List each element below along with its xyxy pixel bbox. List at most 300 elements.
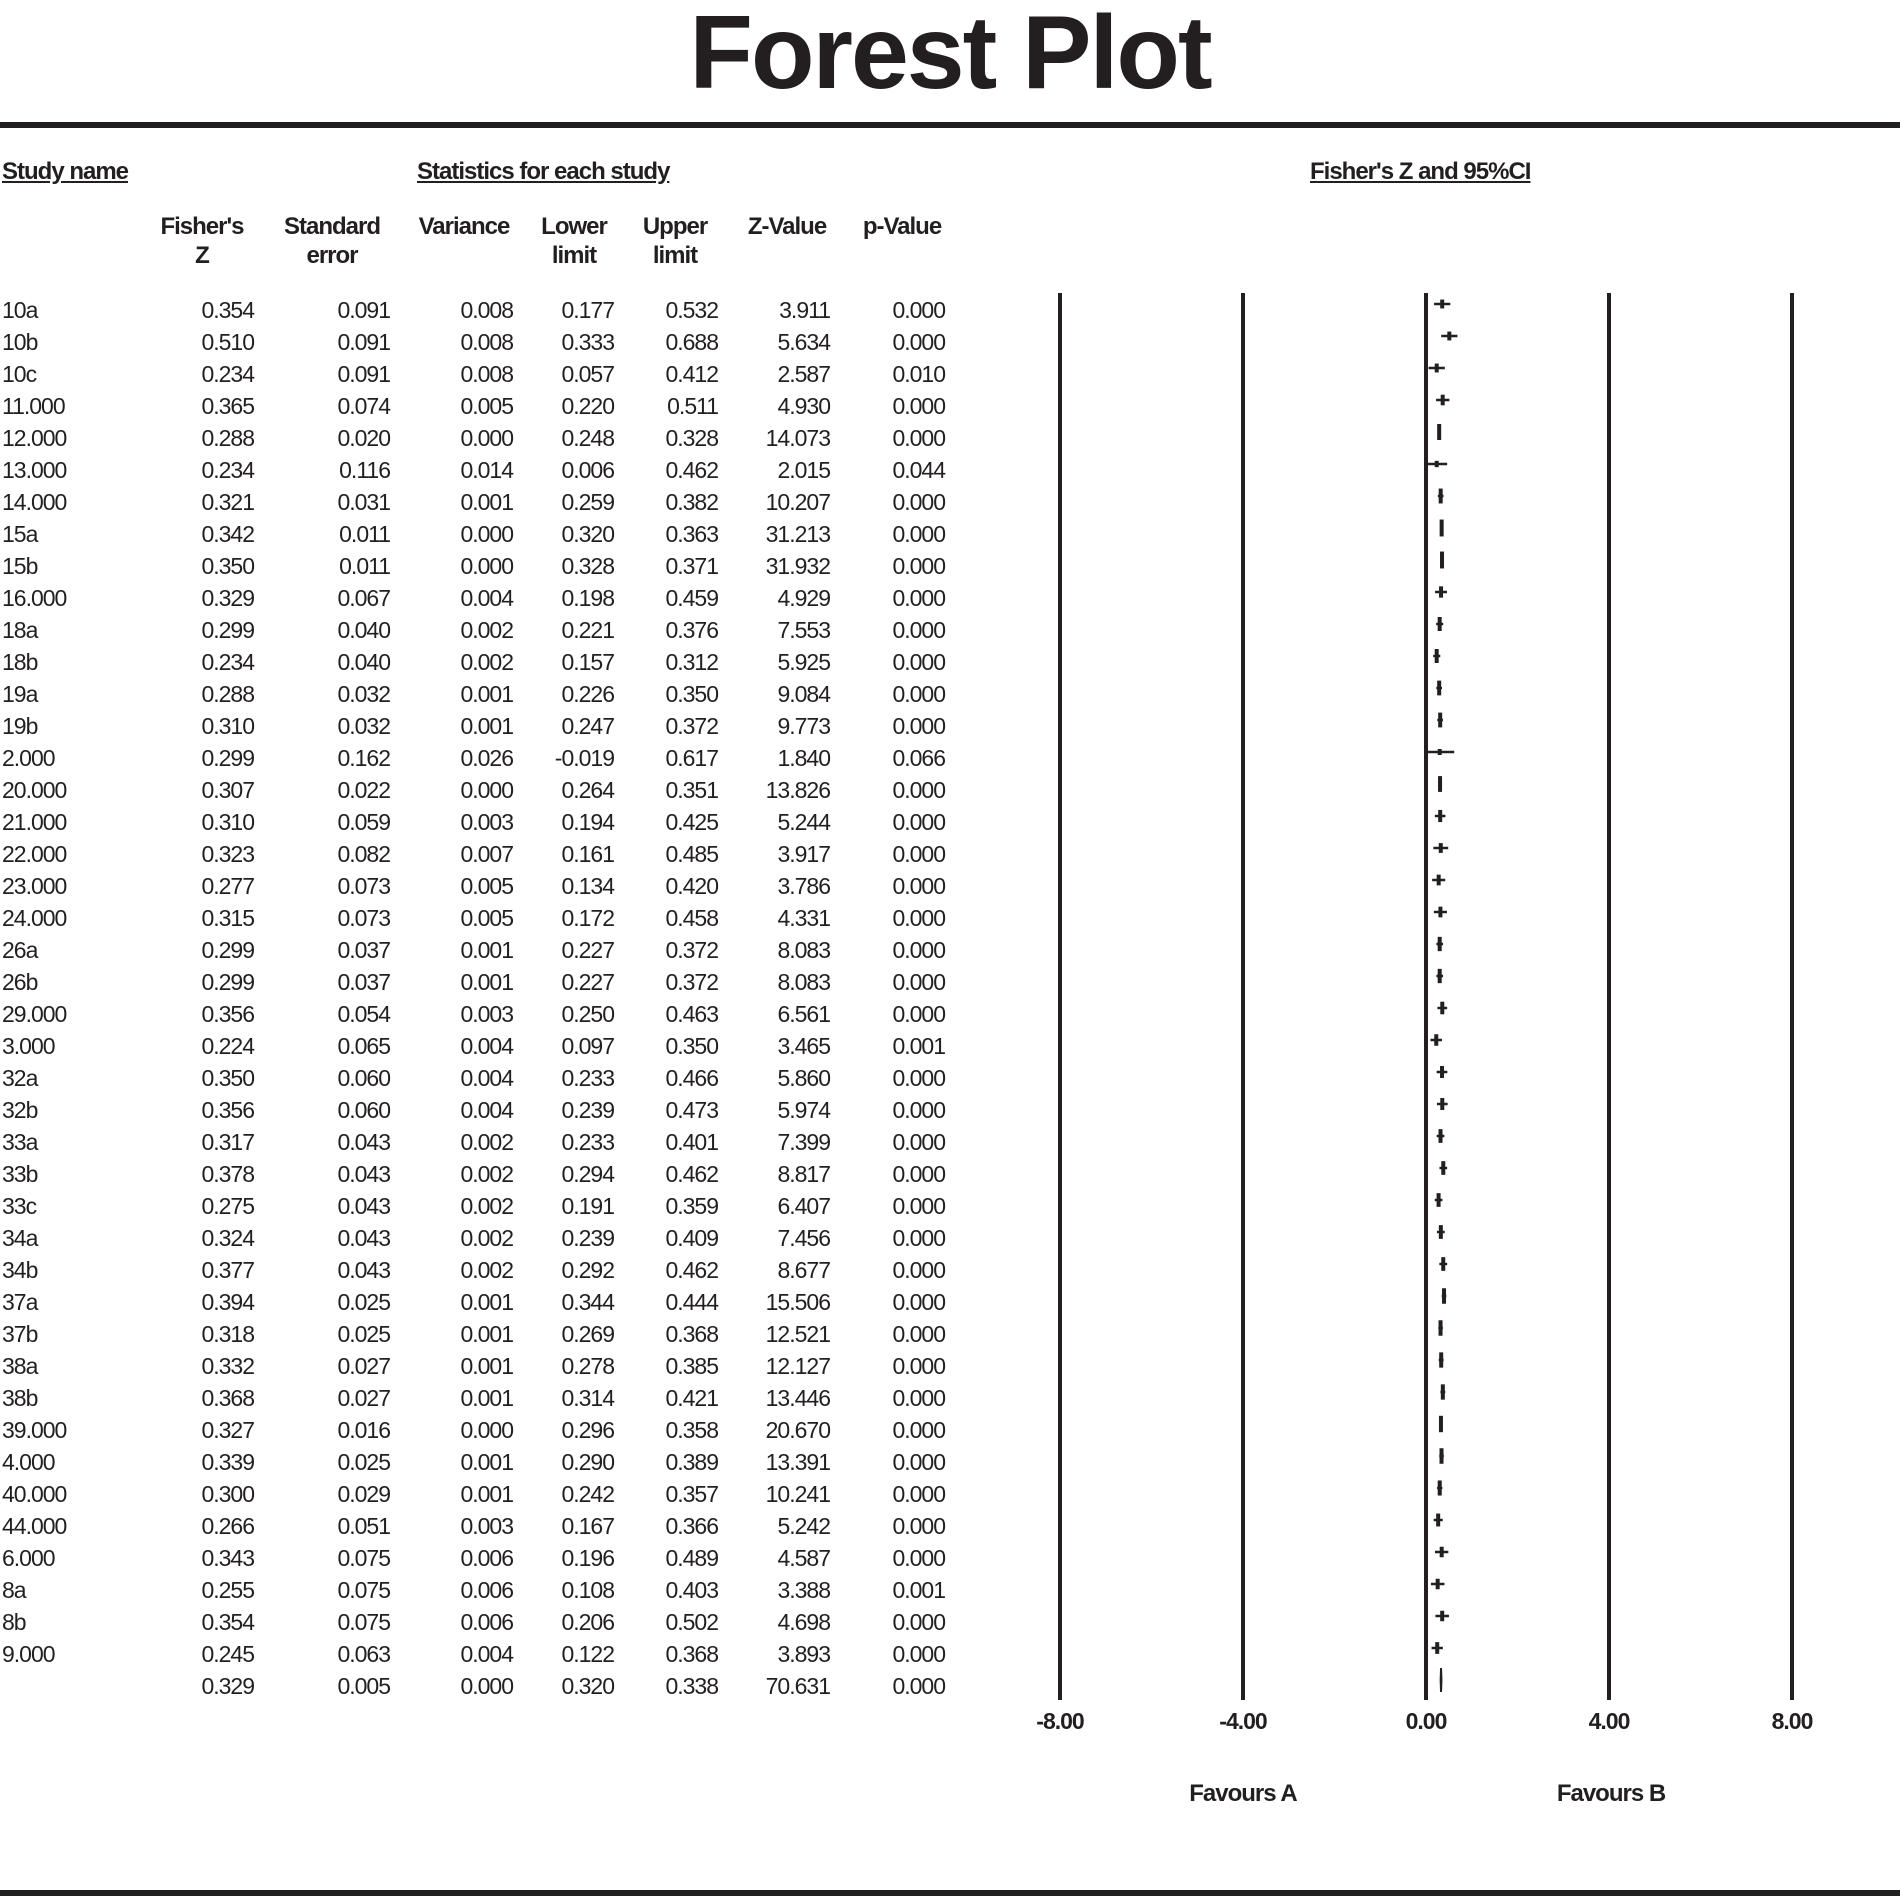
p-value-cell: 0.000 [892, 937, 945, 963]
point-estimate-marker [1439, 1129, 1443, 1143]
variance-cell: 0.002 [460, 649, 513, 675]
fishers-z-cell: 0.329 [201, 1673, 254, 1699]
z-value-cell: 5.634 [777, 329, 830, 355]
point-estimate-marker [1440, 552, 1444, 569]
chart-title: Forest Plot [689, 0, 1211, 111]
point-estimate-marker [1435, 461, 1439, 467]
variance-cell: 0.005 [460, 905, 513, 931]
col-header-line: Lower [541, 213, 607, 240]
z-value-cell: 6.407 [777, 1193, 830, 1219]
point-estimate-marker [1438, 1480, 1442, 1495]
point-estimate-marker [1438, 617, 1442, 631]
fishers-z-cell: 0.323 [201, 841, 254, 867]
variance-cell: 0.004 [460, 1097, 513, 1123]
lower-limit-cell: 0.320 [561, 1673, 614, 1699]
x-tick-label: -4.00 [1219, 1708, 1267, 1734]
lower-limit-cell: 0.344 [561, 1289, 614, 1315]
fishers-z-cell: 0.394 [201, 1289, 254, 1315]
p-value-cell: 0.000 [892, 1225, 945, 1251]
variance-cell: 0.004 [460, 585, 513, 611]
z-value-cell: 7.399 [777, 1129, 830, 1155]
z-value-cell: 10.241 [765, 1481, 830, 1507]
standard-error-cell: 0.027 [337, 1353, 390, 1379]
x-tick-label: 8.00 [1771, 1708, 1813, 1734]
lower-limit-cell: 0.177 [561, 297, 614, 323]
upper-limit-cell: 0.351 [665, 777, 718, 803]
standard-error-cell: 0.075 [337, 1577, 390, 1603]
fishers-z-cell: 0.354 [201, 297, 254, 323]
p-value-cell: 0.000 [892, 1481, 945, 1507]
col-header-line: limit [551, 242, 597, 269]
variance-cell: 0.000 [460, 1417, 513, 1443]
variance-cell: 0.001 [460, 1321, 513, 1347]
z-value-cell: 14.073 [765, 425, 830, 451]
col-header-line: error [306, 242, 358, 269]
point-estimate-marker [1435, 364, 1439, 373]
study-name-cell: 9.000 [2, 1641, 55, 1667]
lower-limit-cell: 0.167 [561, 1513, 614, 1539]
standard-error-cell: 0.037 [337, 937, 390, 963]
lower-limit-cell: 0.333 [561, 329, 614, 355]
upper-limit-cell: 0.688 [665, 329, 718, 355]
z-value-cell: 2.015 [777, 457, 830, 483]
standard-error-cell: 0.075 [337, 1545, 390, 1571]
study-name-cell: 16.000 [2, 585, 67, 611]
study-name-cell: 18b [2, 649, 38, 675]
z-value-cell: 8.083 [777, 937, 830, 963]
z-value-cell: 6.561 [777, 1001, 830, 1027]
point-estimate-marker [1438, 937, 1442, 951]
standard-error-cell: 0.011 [339, 553, 390, 579]
study-name-cell: 15a [2, 521, 38, 547]
x-tick-label: -8.00 [1036, 1708, 1084, 1734]
p-value-cell: 0.000 [892, 1449, 945, 1475]
standard-error-cell: 0.091 [337, 297, 390, 323]
standard-error-cell: 0.051 [337, 1513, 390, 1539]
fishers-z-cell: 0.300 [201, 1481, 254, 1507]
variance-cell: 0.001 [460, 1481, 513, 1507]
p-value-cell: 0.000 [892, 1609, 945, 1635]
p-value-cell: 0.000 [892, 585, 945, 611]
p-value-cell: 0.010 [892, 361, 945, 387]
point-estimate-marker [1441, 1257, 1445, 1271]
fishers-z-cell: 0.288 [201, 425, 254, 451]
z-value-cell: 3.786 [777, 873, 830, 899]
lower-limit-cell: 0.248 [561, 425, 614, 451]
upper-limit-cell: 0.462 [665, 457, 718, 483]
study-name-cell: 12.000 [2, 425, 67, 451]
variance-cell: 0.001 [460, 489, 513, 515]
z-value-cell: 5.974 [777, 1097, 830, 1123]
lower-limit-cell: 0.233 [561, 1065, 614, 1091]
upper-limit-cell: 0.421 [665, 1385, 718, 1411]
p-value-cell: 0.000 [892, 1385, 945, 1411]
study-name-cell: 37b [2, 1321, 38, 1347]
upper-limit-cell: 0.328 [665, 425, 718, 451]
upper-limit-cell: 0.532 [665, 297, 718, 323]
upper-limit-cell: 0.463 [665, 1001, 718, 1027]
fishers-z-cell: 0.510 [201, 329, 254, 355]
col-header-line: Variance [418, 213, 510, 240]
standard-error-cell: 0.011 [339, 521, 390, 547]
variance-cell: 0.001 [460, 969, 513, 995]
fishers-z-cell: 0.342 [201, 521, 254, 547]
point-estimate-marker [1438, 713, 1442, 728]
standard-error-cell: 0.074 [337, 393, 390, 419]
fishers-z-cell: 0.321 [201, 489, 254, 515]
z-value-cell: 13.391 [765, 1449, 830, 1475]
lower-limit-cell: 0.220 [561, 393, 614, 419]
fishers-z-cell: 0.356 [201, 1097, 254, 1123]
lower-limit-cell: 0.057 [561, 361, 614, 387]
col-header-line: p-Value [862, 213, 942, 240]
lower-limit-cell: 0.226 [561, 681, 614, 707]
p-value-cell: 0.000 [892, 649, 945, 675]
fishers-z-cell: 0.277 [201, 873, 254, 899]
fishers-z-cell: 0.339 [201, 1449, 254, 1475]
z-value-cell: 3.893 [777, 1641, 830, 1667]
upper-limit-cell: 0.376 [665, 617, 718, 643]
lower-limit-cell: 0.227 [561, 937, 614, 963]
z-value-cell: 31.213 [765, 521, 830, 547]
fishers-z-cell: 0.318 [201, 1321, 254, 1347]
variance-cell: 0.003 [460, 1001, 513, 1027]
fishers-z-cell: 0.234 [201, 649, 254, 675]
favours-b-label: Favours B [1556, 1780, 1666, 1807]
variance-cell: 0.001 [460, 1385, 513, 1411]
point-estimate-marker [1440, 300, 1444, 309]
upper-limit-cell: 0.462 [665, 1161, 718, 1187]
fishers-z-cell: 0.354 [201, 1609, 254, 1635]
col-header-line: Fisher's [160, 213, 244, 240]
standard-error-cell: 0.082 [337, 841, 390, 867]
upper-limit-cell: 0.459 [665, 585, 718, 611]
p-value-cell: 0.000 [892, 905, 945, 931]
z-value-cell: 5.925 [777, 649, 830, 675]
upper-limit-cell: 0.502 [665, 1609, 718, 1635]
col-header-line: Upper [642, 213, 708, 240]
standard-error-cell: 0.067 [337, 585, 390, 611]
upper-limit-cell: 0.489 [665, 1545, 718, 1571]
upper-limit-cell: 0.371 [665, 553, 718, 579]
study-name-header: Study name [2, 158, 129, 185]
point-estimate-marker [1437, 875, 1441, 886]
p-value-cell: 0.000 [892, 297, 945, 323]
point-estimate-marker [1435, 1642, 1439, 1654]
p-value-cell: 0.000 [892, 1097, 945, 1123]
z-value-cell: 5.244 [777, 809, 830, 835]
standard-error-cell: 0.043 [337, 1257, 390, 1283]
standard-error-cell: 0.043 [337, 1225, 390, 1251]
variance-cell: 0.014 [460, 457, 513, 483]
point-estimate-marker [1436, 1579, 1440, 1590]
col-header-line: Z-Value [747, 213, 827, 240]
z-value-cell: 2.587 [777, 361, 830, 387]
point-estimate-marker [1434, 1034, 1438, 1046]
fishers-z-cell: 0.234 [201, 361, 254, 387]
study-name-cell: 13.000 [2, 457, 67, 483]
standard-error-cell: 0.037 [337, 969, 390, 995]
p-value-cell: 0.000 [892, 969, 945, 995]
point-estimate-marker [1438, 776, 1442, 792]
p-value-cell: 0.000 [892, 681, 945, 707]
study-name-cell: 24.000 [2, 905, 67, 931]
standard-error-cell: 0.054 [337, 1001, 390, 1027]
lower-limit-cell: 0.278 [561, 1353, 614, 1379]
p-value-cell: 0.000 [892, 521, 945, 547]
p-value-cell: 0.000 [892, 1673, 945, 1699]
statistics-header: Statistics for each study [417, 158, 670, 185]
study-name-cell: 20.000 [2, 777, 67, 803]
p-value-cell: 0.000 [892, 425, 945, 451]
p-value-cell: 0.000 [892, 1321, 945, 1347]
variance-cell: 0.000 [460, 553, 513, 579]
fishers-z-cell: 0.350 [201, 553, 254, 579]
upper-limit-cell: 0.403 [665, 1577, 718, 1603]
point-estimate-marker [1441, 395, 1445, 406]
z-value-cell: 4.930 [777, 393, 830, 419]
variance-cell: 0.008 [460, 297, 513, 323]
point-estimate-marker [1439, 1225, 1443, 1239]
col-header-line: Z [195, 242, 209, 269]
upper-limit-cell: 0.458 [665, 905, 718, 931]
study-name-cell: 23.000 [2, 873, 67, 899]
study-name-cell: 38a [2, 1353, 38, 1379]
standard-error-cell: 0.020 [337, 425, 390, 451]
variance-cell: 0.002 [460, 1193, 513, 1219]
p-value-cell: 0.000 [892, 1161, 945, 1187]
p-value-cell: 0.000 [892, 841, 945, 867]
fishers-z-cell: 0.356 [201, 1001, 254, 1027]
standard-error-cell: 0.031 [337, 489, 390, 515]
lower-limit-cell: 0.122 [561, 1641, 614, 1667]
point-estimate-marker [1441, 1384, 1445, 1399]
variance-cell: 0.002 [460, 1225, 513, 1251]
point-estimate-marker [1439, 1352, 1443, 1367]
col-header-line: limit [652, 242, 698, 269]
lower-limit-cell: 0.296 [561, 1417, 614, 1443]
study-name-cell: 19a [2, 681, 38, 707]
lower-limit-cell: 0.250 [561, 1001, 614, 1027]
favours-a-label: Favours A [1189, 1780, 1297, 1807]
study-name-cell: 15b [2, 553, 38, 579]
variance-cell: 0.000 [460, 521, 513, 547]
standard-error-cell: 0.091 [337, 361, 390, 387]
point-estimate-marker [1438, 749, 1442, 755]
study-name-cell: 19b [2, 713, 38, 739]
variance-cell: 0.002 [460, 617, 513, 643]
z-value-cell: 5.860 [777, 1065, 830, 1091]
plot-title: Fisher's Z and 95%CI [1310, 158, 1531, 185]
study-name-cell: 18a [2, 617, 38, 643]
z-value-cell: 9.773 [777, 713, 830, 739]
variance-cell: 0.006 [460, 1577, 513, 1603]
z-value-cell: 8.817 [777, 1161, 830, 1187]
upper-limit-cell: 0.420 [665, 873, 718, 899]
z-value-cell: 70.631 [765, 1673, 830, 1699]
fishers-z-cell: 0.365 [201, 393, 254, 419]
upper-limit-cell: 0.511 [667, 393, 718, 419]
upper-limit-cell: 0.366 [665, 1513, 718, 1539]
z-value-cell: 8.083 [777, 969, 830, 995]
variance-cell: 0.026 [460, 745, 513, 771]
upper-limit-cell: 0.372 [665, 713, 718, 739]
col-header-line: Standard [283, 213, 380, 240]
upper-limit-cell: 0.338 [665, 1673, 718, 1699]
study-name-cell: 4.000 [2, 1449, 55, 1475]
study-name-cell: 10c [2, 361, 37, 387]
upper-limit-cell: 0.359 [665, 1193, 718, 1219]
upper-limit-cell: 0.385 [665, 1353, 718, 1379]
p-value-cell: 0.000 [892, 393, 945, 419]
fishers-z-cell: 0.299 [201, 937, 254, 963]
point-estimate-marker [1439, 586, 1443, 597]
upper-limit-cell: 0.372 [665, 937, 718, 963]
lower-limit-cell: 0.221 [561, 617, 614, 643]
p-value-cell: 0.000 [892, 777, 945, 803]
z-value-cell: 15.506 [765, 1289, 830, 1315]
variance-cell: 0.001 [460, 713, 513, 739]
study-name-cell: 33c [2, 1193, 37, 1219]
variance-cell: 0.001 [460, 1449, 513, 1475]
variance-cell: 0.001 [460, 1289, 513, 1315]
fishers-z-cell: 0.299 [201, 969, 254, 995]
x-tick-label: 4.00 [1588, 1708, 1630, 1734]
x-tick-label: 0.00 [1405, 1708, 1447, 1734]
variance-cell: 0.001 [460, 937, 513, 963]
lower-limit-cell: 0.233 [561, 1129, 614, 1155]
fishers-z-cell: 0.350 [201, 1065, 254, 1091]
z-value-cell: 8.677 [777, 1257, 830, 1283]
standard-error-cell: 0.025 [337, 1289, 390, 1315]
lower-limit-cell: 0.194 [561, 809, 614, 835]
study-name-cell: 26b [2, 969, 38, 995]
standard-error-cell: 0.040 [337, 649, 390, 675]
p-value-cell: 0.000 [892, 553, 945, 579]
point-estimate-marker [1435, 649, 1439, 663]
lower-limit-cell: 0.242 [561, 1481, 614, 1507]
fishers-z-cell: 0.288 [201, 681, 254, 707]
standard-error-cell: 0.073 [337, 873, 390, 899]
standard-error-cell: 0.063 [337, 1641, 390, 1667]
point-estimate-marker [1437, 681, 1441, 696]
lower-limit-cell: 0.328 [561, 553, 614, 579]
variance-cell: 0.005 [460, 393, 513, 419]
study-name-cell: 6.000 [2, 1545, 55, 1571]
point-estimate-marker [1439, 1416, 1443, 1432]
lower-limit-cell: 0.294 [561, 1161, 614, 1187]
standard-error-cell: 0.091 [337, 329, 390, 355]
lower-limit-cell: 0.247 [561, 713, 614, 739]
point-estimate-marker [1442, 1288, 1446, 1304]
lower-limit-cell: 0.227 [561, 969, 614, 995]
lower-limit-cell: 0.006 [561, 457, 614, 483]
variance-cell: 0.005 [460, 873, 513, 899]
study-name-cell: 10a [2, 297, 38, 323]
standard-error-cell: 0.022 [337, 777, 390, 803]
fishers-z-cell: 0.266 [201, 1513, 254, 1539]
p-value-cell: 0.000 [892, 873, 945, 899]
lower-limit-cell: 0.320 [561, 521, 614, 547]
lower-limit-cell: 0.196 [561, 1545, 614, 1571]
variance-cell: 0.003 [460, 1513, 513, 1539]
p-value-cell: 0.000 [892, 1417, 945, 1443]
upper-limit-cell: 0.617 [665, 745, 718, 771]
variance-cell: 0.004 [460, 1065, 513, 1091]
standard-error-cell: 0.029 [337, 1481, 390, 1507]
point-estimate-marker [1440, 1547, 1444, 1558]
z-value-cell: 3.388 [777, 1577, 830, 1603]
lower-limit-cell: 0.108 [561, 1577, 614, 1603]
upper-limit-cell: 0.350 [665, 1033, 718, 1059]
lower-limit-cell: -0.019 [554, 745, 614, 771]
point-estimate-marker [1440, 520, 1444, 537]
study-name-cell: 38b [2, 1385, 38, 1411]
fishers-z-cell: 0.378 [201, 1161, 254, 1187]
z-value-cell: 12.127 [765, 1353, 830, 1379]
point-estimate-marker [1440, 1066, 1444, 1078]
upper-limit-cell: 0.350 [665, 681, 718, 707]
upper-limit-cell: 0.425 [665, 809, 718, 835]
study-name-cell: 32a [2, 1065, 38, 1091]
point-estimate-marker [1440, 1098, 1444, 1110]
z-value-cell: 4.698 [777, 1609, 830, 1635]
upper-limit-cell: 0.462 [665, 1257, 718, 1283]
lower-limit-cell: 0.259 [561, 489, 614, 515]
point-estimate-marker [1440, 1002, 1444, 1015]
study-name-cell: 22.000 [2, 841, 67, 867]
p-value-cell: 0.001 [892, 1033, 945, 1059]
z-value-cell: 12.521 [765, 1321, 830, 1347]
variance-cell: 0.001 [460, 681, 513, 707]
point-estimate-marker [1438, 969, 1442, 983]
study-name-cell: 29.000 [2, 1001, 67, 1027]
study-name-cell: 44.000 [2, 1513, 67, 1539]
lower-limit-cell: 0.198 [561, 585, 614, 611]
upper-limit-cell: 0.409 [665, 1225, 718, 1251]
variance-cell: 0.000 [460, 777, 513, 803]
study-name-cell: 11.000 [2, 393, 65, 419]
z-value-cell: 7.553 [777, 617, 830, 643]
z-value-cell: 4.587 [777, 1545, 830, 1571]
point-estimate-marker [1438, 810, 1442, 822]
p-value-cell: 0.000 [892, 329, 945, 355]
lower-limit-cell: 0.097 [561, 1033, 614, 1059]
fishers-z-cell: 0.299 [201, 617, 254, 643]
study-name-cell: 37a [2, 1289, 38, 1315]
lower-limit-cell: 0.269 [561, 1321, 614, 1347]
p-value-cell: 0.000 [892, 617, 945, 643]
study-name-cell: 21.000 [2, 809, 67, 835]
lower-limit-cell: 0.314 [561, 1385, 614, 1411]
study-name-cell: 10b [2, 329, 38, 355]
p-value-cell: 0.000 [892, 1001, 945, 1027]
p-value-cell: 0.000 [892, 1129, 945, 1155]
fishers-z-cell: 0.368 [201, 1385, 254, 1411]
upper-limit-cell: 0.466 [665, 1065, 718, 1091]
bottom-rule [0, 1890, 1900, 1896]
fishers-z-cell: 0.315 [201, 905, 254, 931]
lower-limit-cell: 0.157 [561, 649, 614, 675]
z-value-cell: 3.465 [777, 1033, 830, 1059]
variance-cell: 0.002 [460, 1257, 513, 1283]
p-value-cell: 0.000 [892, 1641, 945, 1667]
lower-limit-cell: 0.172 [561, 905, 614, 931]
study-name-cell: 32b [2, 1097, 38, 1123]
standard-error-cell: 0.043 [337, 1193, 390, 1219]
variance-cell: 0.003 [460, 809, 513, 835]
upper-limit-cell: 0.368 [665, 1321, 718, 1347]
